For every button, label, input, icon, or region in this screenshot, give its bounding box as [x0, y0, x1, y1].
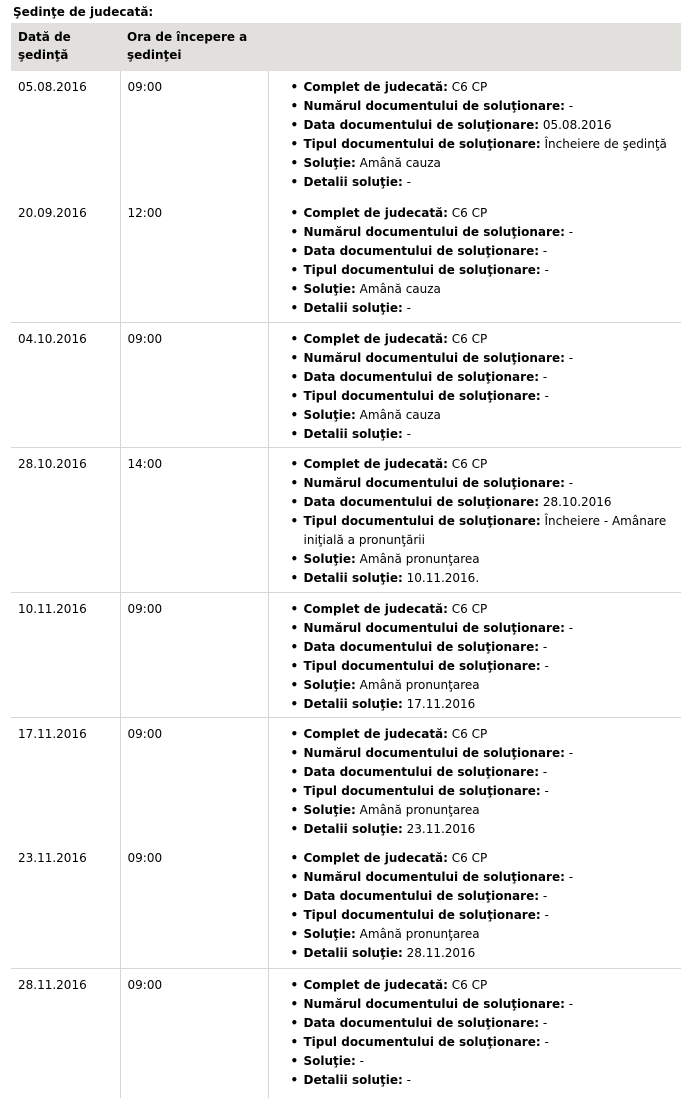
detail-item-detalii — [291, 569, 682, 588]
table-header-row — [11, 23, 681, 71]
detail-value: - — [568, 870, 574, 884]
detail-value: C6 CP — [451, 851, 488, 865]
detail-value: - — [568, 99, 574, 113]
detail-value: - — [406, 301, 411, 315]
detail-value: C6 CP — [451, 331, 488, 346]
detail-value: Amână pronunţarea — [359, 551, 480, 566]
detail-item-numar — [291, 744, 682, 763]
session-details — [268, 197, 681, 322]
detail-item-detalii — [291, 299, 682, 318]
detail-label: Numărul documentului de soluţionare: — [303, 620, 565, 635]
detail-item-solutie — [291, 925, 682, 944]
detail-label: Soluţie: — [303, 1053, 356, 1068]
detail-value: 28.10.2016 — [542, 494, 612, 509]
detail-value: - — [544, 658, 549, 673]
detail-value: - — [406, 426, 411, 441]
session-date: 20.09.2016 — [11, 197, 120, 322]
sessions-table — [11, 23, 681, 1098]
details-list — [291, 725, 682, 839]
detail-label: Tipul documentului de soluţionare: — [303, 1034, 541, 1049]
detail-item-data-doc — [291, 887, 682, 906]
detail-value: C6 CP — [451, 601, 488, 616]
detail-item-complet — [291, 976, 682, 995]
detail-item-data-doc — [291, 368, 682, 387]
detail-label: Data documentului de soluţionare: — [303, 244, 540, 258]
session-time: 09:00 — [120, 71, 268, 197]
detail-label: Data documentului de soluţionare: — [303, 639, 540, 654]
detail-label: Numărul documentului de soluţionare: — [303, 996, 565, 1011]
detail-label: Detalii soluţie: — [303, 175, 403, 189]
details-list — [291, 849, 682, 963]
detail-item-data-doc — [291, 763, 682, 782]
detail-value: - — [542, 369, 548, 384]
detail-label: Detalii soluţie: — [303, 1072, 403, 1087]
detail-item-solutie — [291, 406, 682, 425]
detail-item-numar — [291, 349, 682, 368]
detail-item-data-doc — [291, 1014, 682, 1033]
table-row — [11, 717, 681, 842]
session-date: 28.11.2016 — [11, 968, 120, 1098]
detail-label: Complet de judecată: — [303, 331, 448, 346]
detail-value: 05.08.2016 — [542, 118, 612, 132]
detail-value: Amână cauza — [359, 282, 441, 296]
detail-item-detalii — [291, 944, 682, 963]
detail-item-solutie — [291, 280, 682, 299]
sessions-body — [11, 71, 681, 1098]
detail-item-numar — [291, 97, 682, 116]
detail-label: Complet de judecată: — [303, 80, 448, 94]
column-header-details — [268, 23, 681, 71]
detail-label: Numărul documentului de soluţionare: — [303, 350, 565, 365]
session-details — [268, 71, 681, 197]
detail-value: - — [568, 350, 574, 365]
detail-value: 17.11.2016 — [406, 696, 476, 711]
detail-value: Amână pronunţarea — [359, 927, 480, 941]
section-title: Şedinţe de judecată: — [13, 5, 154, 19]
detail-value: Amână pronunţarea — [359, 802, 480, 817]
detail-item-solutie — [291, 550, 682, 569]
session-date: 04.10.2016 — [11, 322, 120, 447]
detail-item-tip — [291, 782, 682, 801]
session-details — [268, 447, 681, 592]
table-row — [11, 322, 681, 447]
detail-label: Tipul documentului de soluţionare: — [303, 908, 541, 922]
session-details — [268, 717, 681, 842]
details-list — [291, 78, 682, 192]
column-header-date: Dată de şedinţă — [11, 23, 120, 71]
detail-value: - — [544, 783, 549, 798]
detail-label: Detalii soluţie: — [303, 821, 403, 836]
detail-label: Soluţie: — [303, 551, 356, 566]
detail-item-solutie — [291, 1052, 682, 1071]
detail-value: - — [568, 475, 574, 490]
detail-item-data-doc — [291, 638, 682, 657]
details-list — [291, 330, 682, 444]
detail-item-numar — [291, 995, 682, 1014]
detail-label: Data documentului de soluţionare: — [303, 494, 540, 509]
detail-label: Complet de judecată: — [303, 206, 448, 220]
detail-item-tip — [291, 1033, 682, 1052]
detail-item-solutie — [291, 801, 682, 820]
detail-item-complet — [291, 78, 682, 97]
detail-label: Detalii soluţie: — [303, 946, 403, 960]
column-header-time: Ora de începere a şedinţei — [120, 23, 268, 71]
detail-label: Tipul documentului de soluţionare: — [303, 137, 541, 151]
detail-item-complet — [291, 204, 682, 223]
detail-label: Detalii soluţie: — [303, 570, 403, 585]
detail-value: - — [542, 764, 548, 779]
detail-label: Soluţie: — [303, 407, 356, 422]
detail-item-tip — [291, 657, 682, 676]
detail-item-data-doc — [291, 242, 682, 261]
session-details — [268, 592, 681, 717]
detail-item-solutie — [291, 154, 682, 173]
detail-value: - — [359, 1053, 365, 1068]
details-list — [291, 204, 682, 318]
detail-item-tip — [291, 387, 682, 406]
detail-value: C6 CP — [451, 206, 488, 220]
detail-item-solutie — [291, 676, 682, 695]
detail-value: Amână cauza — [359, 156, 441, 170]
detail-label: Numărul documentului de soluţionare: — [303, 475, 565, 490]
detail-label: Detalii soluţie: — [303, 696, 403, 711]
session-details — [268, 842, 681, 968]
detail-label: Soluţie: — [303, 282, 356, 296]
table-row — [11, 447, 681, 592]
detail-item-numar — [291, 868, 682, 887]
detail-label: Data documentului de soluţionare: — [303, 118, 540, 132]
details-list — [291, 976, 682, 1090]
detail-value: C6 CP — [451, 456, 488, 471]
detail-value: - — [542, 244, 548, 258]
detail-item-numar — [291, 474, 682, 493]
table-row — [11, 968, 681, 1098]
detail-label: Soluţie: — [303, 802, 356, 817]
details-list — [291, 600, 682, 714]
detail-item-detalii — [291, 425, 682, 444]
detail-value: - — [544, 908, 549, 922]
detail-label: Data documentului de soluţionare: — [303, 889, 540, 903]
session-time: 09:00 — [120, 968, 268, 1098]
detail-value: C6 CP — [451, 726, 488, 741]
detail-label: Tipul documentului de soluţionare: — [303, 263, 541, 277]
session-time: 12:00 — [120, 197, 268, 322]
detail-item-numar — [291, 619, 682, 638]
session-time: 09:00 — [120, 592, 268, 717]
detail-label: Complet de judecată: — [303, 726, 448, 741]
detail-label: Soluţie: — [303, 156, 356, 170]
detail-value: - — [406, 1072, 411, 1087]
detail-label: Complet de judecată: — [303, 456, 448, 471]
detail-item-complet — [291, 725, 682, 744]
detail-value: 10.11.2016. — [406, 570, 480, 585]
detail-item-tip — [291, 906, 682, 925]
detail-item-detalii — [291, 1071, 682, 1090]
detail-value: Încheiere - Amânare iniţială a pronunţării — [303, 513, 667, 547]
session-date: 17.11.2016 — [11, 717, 120, 842]
session-date: 28.10.2016 — [11, 447, 120, 592]
detail-item-tip — [291, 261, 682, 280]
detail-label: Tipul documentului de soluţionare: — [303, 388, 541, 403]
detail-label: Detalii soluţie: — [303, 301, 403, 315]
detail-value: - — [542, 639, 548, 654]
detail-item-detalii — [291, 173, 682, 192]
detail-label: Complet de judecată: — [303, 977, 448, 992]
detail-label: Detalii soluţie: — [303, 426, 403, 441]
detail-item-complet — [291, 455, 682, 474]
detail-value: - — [568, 225, 574, 239]
detail-value: - — [542, 1015, 548, 1030]
detail-value: - — [544, 1034, 549, 1049]
detail-value: - — [542, 889, 548, 903]
detail-label: Numărul documentului de soluţionare: — [303, 745, 565, 760]
detail-label: Data documentului de soluţionare: — [303, 764, 540, 779]
detail-value: C6 CP — [451, 977, 488, 992]
detail-value: - — [568, 996, 574, 1011]
detail-item-tip — [291, 135, 682, 154]
detail-label: Soluţie: — [303, 677, 356, 692]
detail-item-complet — [291, 849, 682, 868]
detail-item-detalii — [291, 695, 682, 714]
detail-label: Tipul documentului de soluţionare: — [303, 658, 541, 673]
session-details — [268, 968, 681, 1098]
detail-label: Numărul documentului de soluţionare: — [303, 870, 565, 884]
detail-label: Tipul documentului de soluţionare: — [303, 513, 541, 528]
session-date: 05.08.2016 — [11, 71, 120, 197]
detail-item-tip — [291, 512, 682, 550]
detail-item-data-doc — [291, 116, 682, 135]
detail-value: Încheiere de şedinţă — [544, 137, 667, 151]
detail-value: 28.11.2016 — [406, 946, 476, 960]
detail-item-data-doc — [291, 493, 682, 512]
detail-label: Numărul documentului de soluţionare: — [303, 225, 565, 239]
session-time: 09:00 — [120, 842, 268, 968]
detail-label: Soluţie: — [303, 927, 356, 941]
detail-value: - — [544, 388, 549, 403]
detail-label: Data documentului de soluţionare: — [303, 369, 540, 384]
detail-item-complet — [291, 600, 682, 619]
session-details — [268, 322, 681, 447]
detail-item-numar — [291, 223, 682, 242]
session-date: 10.11.2016 — [11, 592, 120, 717]
session-time: 14:00 — [120, 447, 268, 592]
table-row — [11, 197, 681, 322]
table-row — [11, 71, 681, 197]
session-time: 09:00 — [120, 717, 268, 842]
detail-value: Amână pronunţarea — [359, 677, 480, 692]
session-date: 23.11.2016 — [11, 842, 120, 968]
detail-value: C6 CP — [451, 80, 488, 94]
detail-label: Numărul documentului de soluţionare: — [303, 99, 565, 113]
session-time: 09:00 — [120, 322, 268, 447]
detail-value: 23.11.2016 — [406, 821, 476, 836]
detail-label: Complet de judecată: — [303, 851, 448, 865]
detail-label: Data documentului de soluţionare: — [303, 1015, 540, 1030]
detail-item-detalii — [291, 820, 682, 839]
detail-value: - — [568, 745, 574, 760]
detail-value: - — [568, 620, 574, 635]
table-row — [11, 842, 681, 968]
detail-value: Amână cauza — [359, 407, 441, 422]
detail-item-complet — [291, 330, 682, 349]
table-row — [11, 592, 681, 717]
detail-value: - — [406, 175, 411, 189]
details-list — [291, 455, 682, 588]
detail-value: - — [544, 263, 549, 277]
detail-label: Tipul documentului de soluţionare: — [303, 783, 541, 798]
detail-label: Complet de judecată: — [303, 601, 448, 616]
